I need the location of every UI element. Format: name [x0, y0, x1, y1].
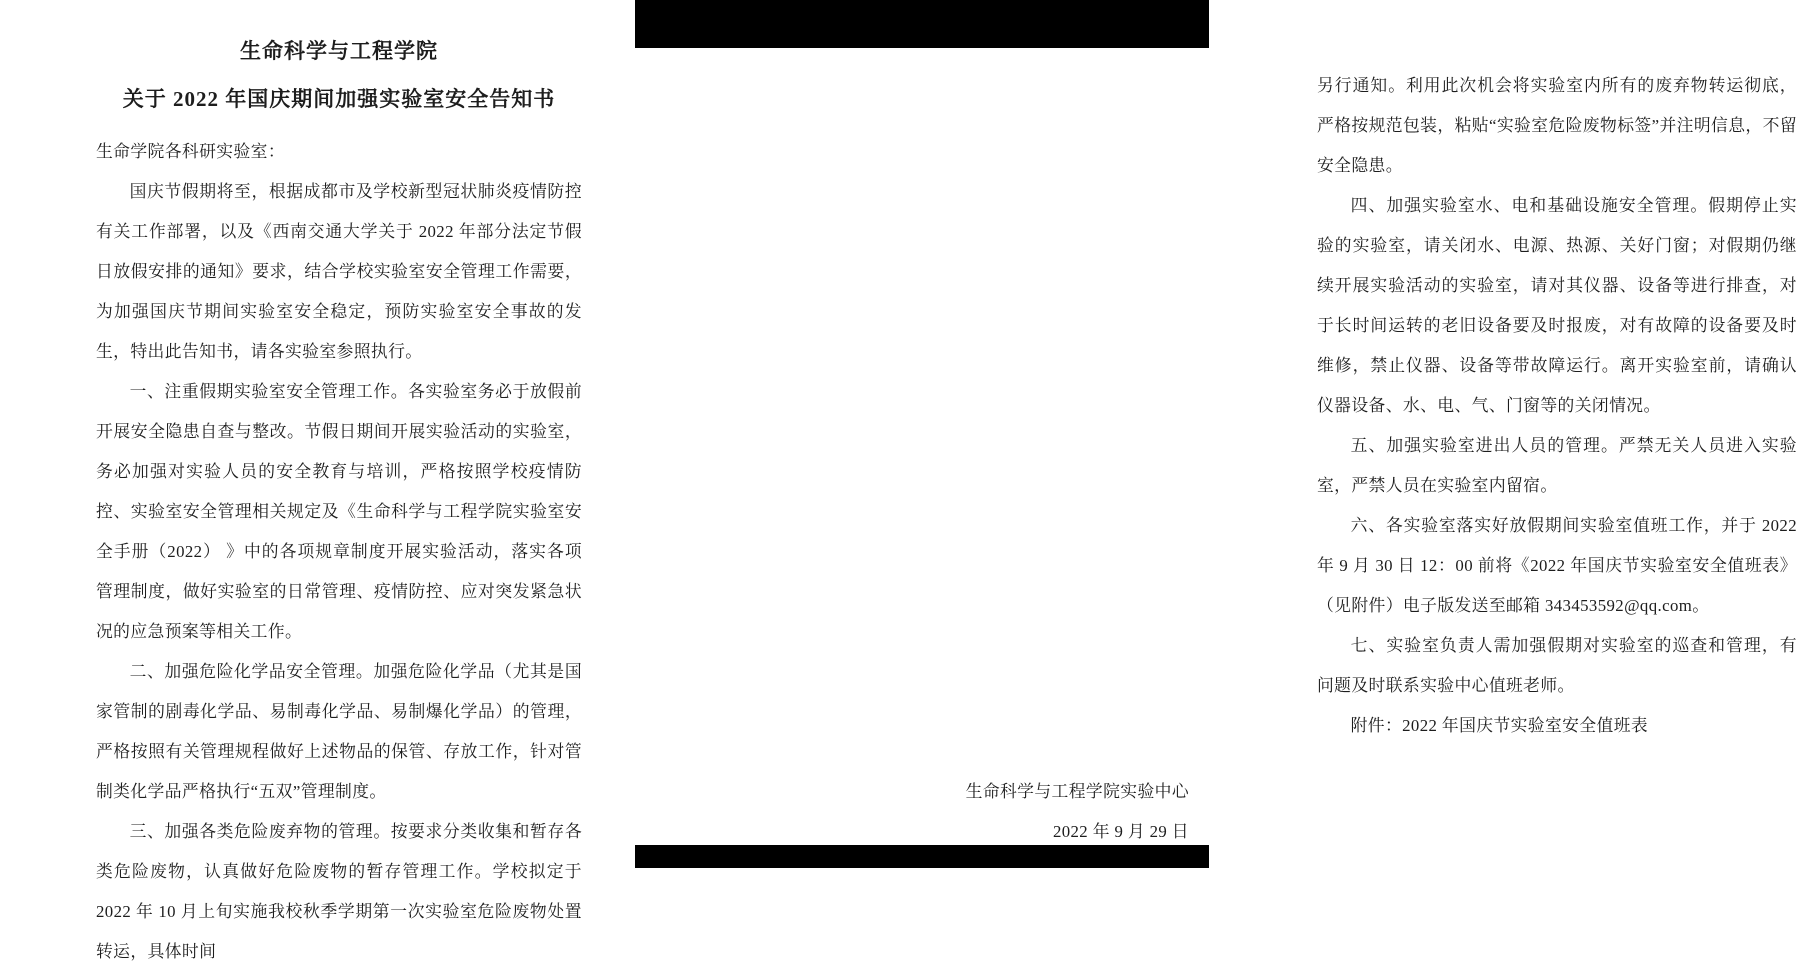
paragraph-intro: 国庆节假期将至，根据成都市及学校新型冠状肺炎疫情防控有关工作部署，以及《西南交通大学关于 2022 年部分法定节假日放假安排的通知》要求，结合学校实验室安全管理工作需要，为加强国庆节期间实验室安全稳定，预防实验室安全事故的发生，特出此告知书，请各实验室参照执行。 [96, 182, 582, 361]
page-subtitle: 关于 2022 年国庆期间加强实验室安全告知书 [122, 87, 556, 111]
document-page-right [635, 0, 1797, 868]
paragraph-item-6: 六、各实验室落实好放假期间实验室值班工作，并于 2022 年 9 月 30 日 12：00 前将《2022 年国庆节实验室安全值班表》（见附件）电子版发送至邮箱 343453592@qq.com。 [1317, 516, 1797, 615]
paragraph-item-2: 二、加强危险化学品安全管理。加强危险化学品（尤其是国家管制的剧毒化学品、易制毒化学品、易制爆化学品）的管理，严格按照有关管理规程做好上述物品的保管、存放工作，针对管制类化学品严格执行“五双”管理制度。 [96, 662, 582, 801]
scan-black-bar-top [635, 0, 1209, 48]
paragraph-item-3: 三、加强各类危险废弃物的管理。按要求分类收集和暂存各类危险废物，认真做好危险废物的暂存管理工作。学校拟定于 2022 年 10 月上旬实施我校秋季学期第一次实验室危险废物处置转运，具体时间 [96, 822, 582, 961]
signoff-organization: 生命科学与工程学院实验中心 [965, 782, 1189, 801]
document-page-left [0, 0, 635, 961]
paragraph-item-7: 七、实验室负责人需加强假期对实验室的巡查和管理，有问题及时联系实验中心值班老师。 [1317, 636, 1797, 695]
scan-black-bar-bottom [635, 845, 1209, 868]
attachment-line: 附件：2022 年国庆节实验室安全值班表 [1350, 716, 1649, 735]
signoff-date: 2022 年 9 月 29 日 [1052, 822, 1189, 841]
salutation: 生命学院各科研实验室： [96, 142, 285, 161]
paragraph-item-1: 一、注重假期实验室安全管理工作。各实验室务必于放假前开展安全隐患自查与整改。节假日期间开展实验活动的实验室，务必加强对实验人员的安全教育与培训，严格按照学校疫情防控、实验室安全管理相关规定及《生命科学与工程学院实验室安全手册（2022） 》中的各项规章制度开展实验活动，落实各项管理制度，做好实验室的日常管理、疫情防控、应对突发紧急状况的应急预案等相关工作。 [96, 382, 582, 641]
paragraph-item-4: 四、加强实验室水、电和基础设施安全管理。假期停止实验的实验室，请关闭水、电源、热源、关好门窗；对假期仍继续开展实验活动的实验室，请对其仪器、设备等进行排查，对于长时间运转的老旧设备要及时报废，对有故障的设备要及时维修，禁止仪器、设备等带故障运行。离开实验室前，请确认仪器设备、水、电、气、门窗等的关闭情况。 [1317, 196, 1797, 415]
paragraph-item-5: 五、加强实验室进出人员的管理。严禁无关人员进入实验室，严禁人员在实验室内留宿。 [1317, 436, 1797, 495]
left-column-text [96, 28, 582, 972]
right-column-text [1317, 66, 1797, 746]
page-title: 生命科学与工程学院 [240, 39, 438, 63]
paragraph-item-3-continuation: 另行通知。利用此次机会将实验室内所有的废弃物转运彻底，严格按规范包装，粘贴“实验室危险废物标签”并注明信息，不留安全隐患。 [1317, 76, 1797, 175]
